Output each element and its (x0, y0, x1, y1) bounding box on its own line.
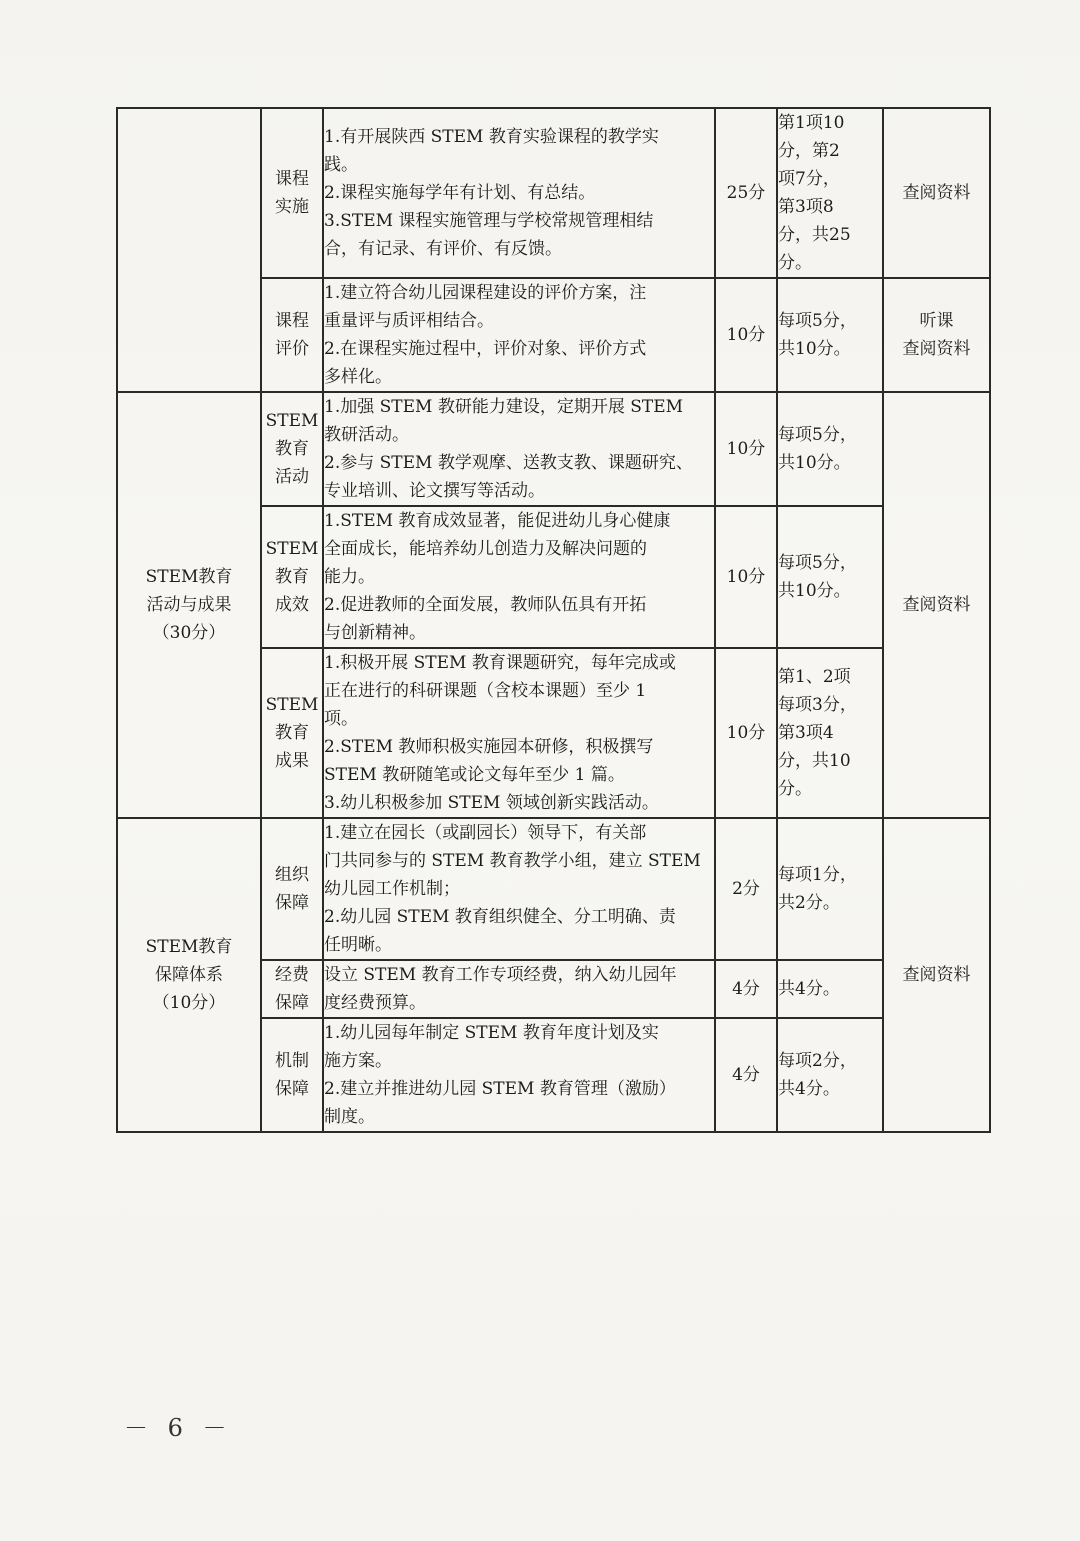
text-line: 共2分。 (778, 893, 840, 913)
table-row (117, 108, 990, 278)
text-line: STEM (265, 539, 319, 559)
text-line: 经费 (275, 965, 309, 985)
text-line: 幼儿园工作机制； (324, 879, 460, 899)
text-line: 2.课程实施每学年有计划、有总结。 (324, 183, 596, 203)
category-cell (117, 392, 261, 818)
text-line: 每项5分， (778, 311, 857, 331)
text-line: 活动 (275, 467, 309, 487)
text-line: 查阅资料 (902, 965, 971, 985)
text-line: 分。 (778, 779, 812, 799)
text-line: （10分） (152, 993, 226, 1013)
text-line: 3.STEM 课程实施管理与学校常规管理相结 (324, 211, 654, 231)
subitem-cell (261, 818, 323, 960)
points-cell: 25分 (715, 108, 777, 278)
text-line: 保障体系 (155, 965, 223, 985)
text-line: 保障 (275, 893, 309, 913)
standards-cell (323, 818, 715, 960)
method-cell (883, 108, 990, 278)
text-line: 专业培训、论文撰写等活动。 (324, 481, 545, 501)
standards-cell (323, 648, 715, 818)
text-line: 重量评与质评相结合。 (324, 311, 494, 331)
subitem-cell (261, 506, 323, 648)
text-line: 评价 (275, 339, 309, 359)
text-line: 2.STEM 教师积极实施园本研修，积极撰写 (324, 737, 654, 757)
category-cell (117, 818, 261, 1132)
evaluation-table (116, 107, 991, 1133)
text-line: 2.幼儿园 STEM 教育组织健全、分工明确、责 (324, 907, 676, 927)
standards-cell (323, 108, 715, 278)
text-line: 践。 (324, 155, 358, 175)
text-line: 1.积极开展 STEM 教育课题研究，每年完成或 (324, 653, 676, 673)
scoring-rule-cell (777, 1018, 883, 1132)
scoring-rule-cell (777, 108, 883, 278)
text-line: 查阅资料 (902, 183, 971, 203)
text-line: 全面成长，能培养幼儿创造力及解决问题的 (324, 539, 647, 559)
subitem-cell (261, 392, 323, 506)
text-line: 任明晰。 (324, 935, 392, 955)
subitem-cell (261, 960, 323, 1018)
standards-cell (323, 278, 715, 392)
text-line: 实施 (275, 197, 309, 217)
text-line: 教育 (275, 723, 309, 743)
text-line: STEM 教研随笔或论文每年至少 1 篇。 (324, 765, 625, 785)
text-line: 3.幼儿积极参加 STEM 领域创新实践活动。 (324, 793, 659, 813)
scoring-rule-cell (777, 648, 883, 818)
method-cell (883, 818, 990, 1132)
text-line: STEM教育 (145, 567, 233, 587)
text-line: 查阅资料 (902, 339, 971, 359)
text-line: 第1、2项 (778, 667, 851, 687)
text-line: 共10分。 (778, 581, 851, 601)
text-line: 查阅资料 (902, 595, 971, 615)
text-line: 多样化。 (324, 367, 392, 387)
text-line: 合，有记录、有评价、有反馈。 (324, 239, 562, 259)
text-line: STEM (265, 695, 319, 715)
text-line: 设立 STEM 教育工作专项经费，纳入幼儿园年 (324, 965, 677, 985)
text-line: 每项5分， (778, 553, 857, 573)
scoring-rule-cell (777, 392, 883, 506)
text-line: 课程 (275, 169, 309, 189)
text-line: 2.在课程实施过程中，评价对象、评价方式 (324, 339, 647, 359)
text-line: 2.参与 STEM 教学观摩、送教支教、课题研究、 (324, 453, 693, 473)
text-line: 第3项8 (778, 197, 834, 217)
text-line: 1.建立符合幼儿园课程建设的评价方案，注 (324, 283, 647, 303)
text-line: 能力。 (324, 567, 375, 587)
text-line: 机制 (275, 1051, 309, 1071)
text-line: 第3项4 (778, 723, 834, 743)
text-line: 1.加强 STEM 教研能力建设，定期开展 STEM (324, 397, 684, 417)
standards-cell (323, 1018, 715, 1132)
text-line: 分。 (778, 253, 812, 273)
points-cell: 10分 (715, 278, 777, 392)
text-line: 项。 (324, 709, 358, 729)
text-line: 课程 (275, 311, 309, 331)
text-line: 1.有开展陕西 STEM 教育实验课程的教学实 (324, 127, 659, 147)
text-line: 2.促进教师的全面发展，教师队伍具有开拓 (324, 595, 647, 615)
text-line: 教研活动。 (324, 425, 409, 445)
text-line: 每项3分， (778, 695, 857, 715)
text-line: 第1项10 (778, 113, 845, 133)
scoring-rule-cell (777, 818, 883, 960)
subitem-cell (261, 1018, 323, 1132)
points-cell: 10分 (715, 392, 777, 506)
table-row (117, 392, 990, 506)
text-line: 教育 (275, 439, 309, 459)
subitem-cell (261, 648, 323, 818)
text-line: （30分） (152, 623, 226, 643)
text-line: 正在进行的科研课题（含校本课题）至少 1 (324, 681, 647, 701)
text-line: 成果 (275, 751, 309, 771)
text-line: 组织 (275, 865, 309, 885)
text-line: 每项2分， (778, 1051, 857, 1071)
text-line: 保障 (275, 1079, 309, 1099)
text-line: 与创新精神。 (324, 623, 426, 643)
method-cell (883, 278, 990, 392)
text-line: 制度。 (324, 1107, 375, 1127)
scoring-rule-cell (777, 278, 883, 392)
category-cell-curriculum (117, 108, 261, 392)
text-line: 每项5分， (778, 425, 857, 445)
table-row (117, 818, 990, 960)
points-cell: 10分 (715, 648, 777, 818)
text-line: 每项1分， (778, 865, 857, 885)
text-line: 教育 (275, 567, 309, 587)
text-line: 2.建立并推进幼儿园 STEM 教育管理（激励） (324, 1079, 676, 1099)
text-line: 共4分。 (778, 979, 840, 999)
text-line: STEM教育 (145, 937, 233, 957)
points-cell: 4分 (715, 1018, 777, 1132)
page-number: － 6 － (124, 1414, 233, 1442)
text-line: 成效 (275, 595, 309, 615)
text-line: 活动与成果 (146, 595, 232, 615)
text-line: 1.幼儿园每年制定 STEM 教育年度计划及实 (324, 1023, 659, 1043)
text-line: 施方案。 (324, 1051, 392, 1071)
text-line: 1.建立在园长（或副园长）领导下，有关部 (324, 823, 647, 843)
text-line: 分，共25 (778, 225, 851, 245)
text-line: 项7分， (778, 169, 840, 189)
text-line: 分，第2 (778, 141, 840, 161)
points-cell: 2分 (715, 818, 777, 960)
text-line: 共4分。 (778, 1079, 840, 1099)
standards-cell (323, 392, 715, 506)
text-line: 共10分。 (778, 453, 851, 473)
points-cell: 4分 (715, 960, 777, 1018)
text-line: 1.STEM 教育成效显著，能促进幼儿身心健康 (324, 511, 671, 531)
standards-cell (323, 960, 715, 1018)
subitem-cell (261, 278, 323, 392)
points-cell: 10分 (715, 506, 777, 648)
text-line: 共10分。 (778, 339, 851, 359)
text-line: 分，共10 (778, 751, 851, 771)
scoring-rule-cell (777, 506, 883, 648)
text-line: 听课 (919, 311, 954, 331)
method-cell (883, 392, 990, 818)
text-line: 度经费预算。 (324, 993, 426, 1013)
subitem-cell (261, 108, 323, 278)
text-line: 门共同参与的 STEM 教育教学小组，建立 STEM (324, 851, 701, 871)
standards-cell (323, 506, 715, 648)
text-line: STEM (265, 411, 319, 431)
scoring-rule-cell (777, 960, 883, 1018)
text-line: 保障 (275, 993, 309, 1013)
